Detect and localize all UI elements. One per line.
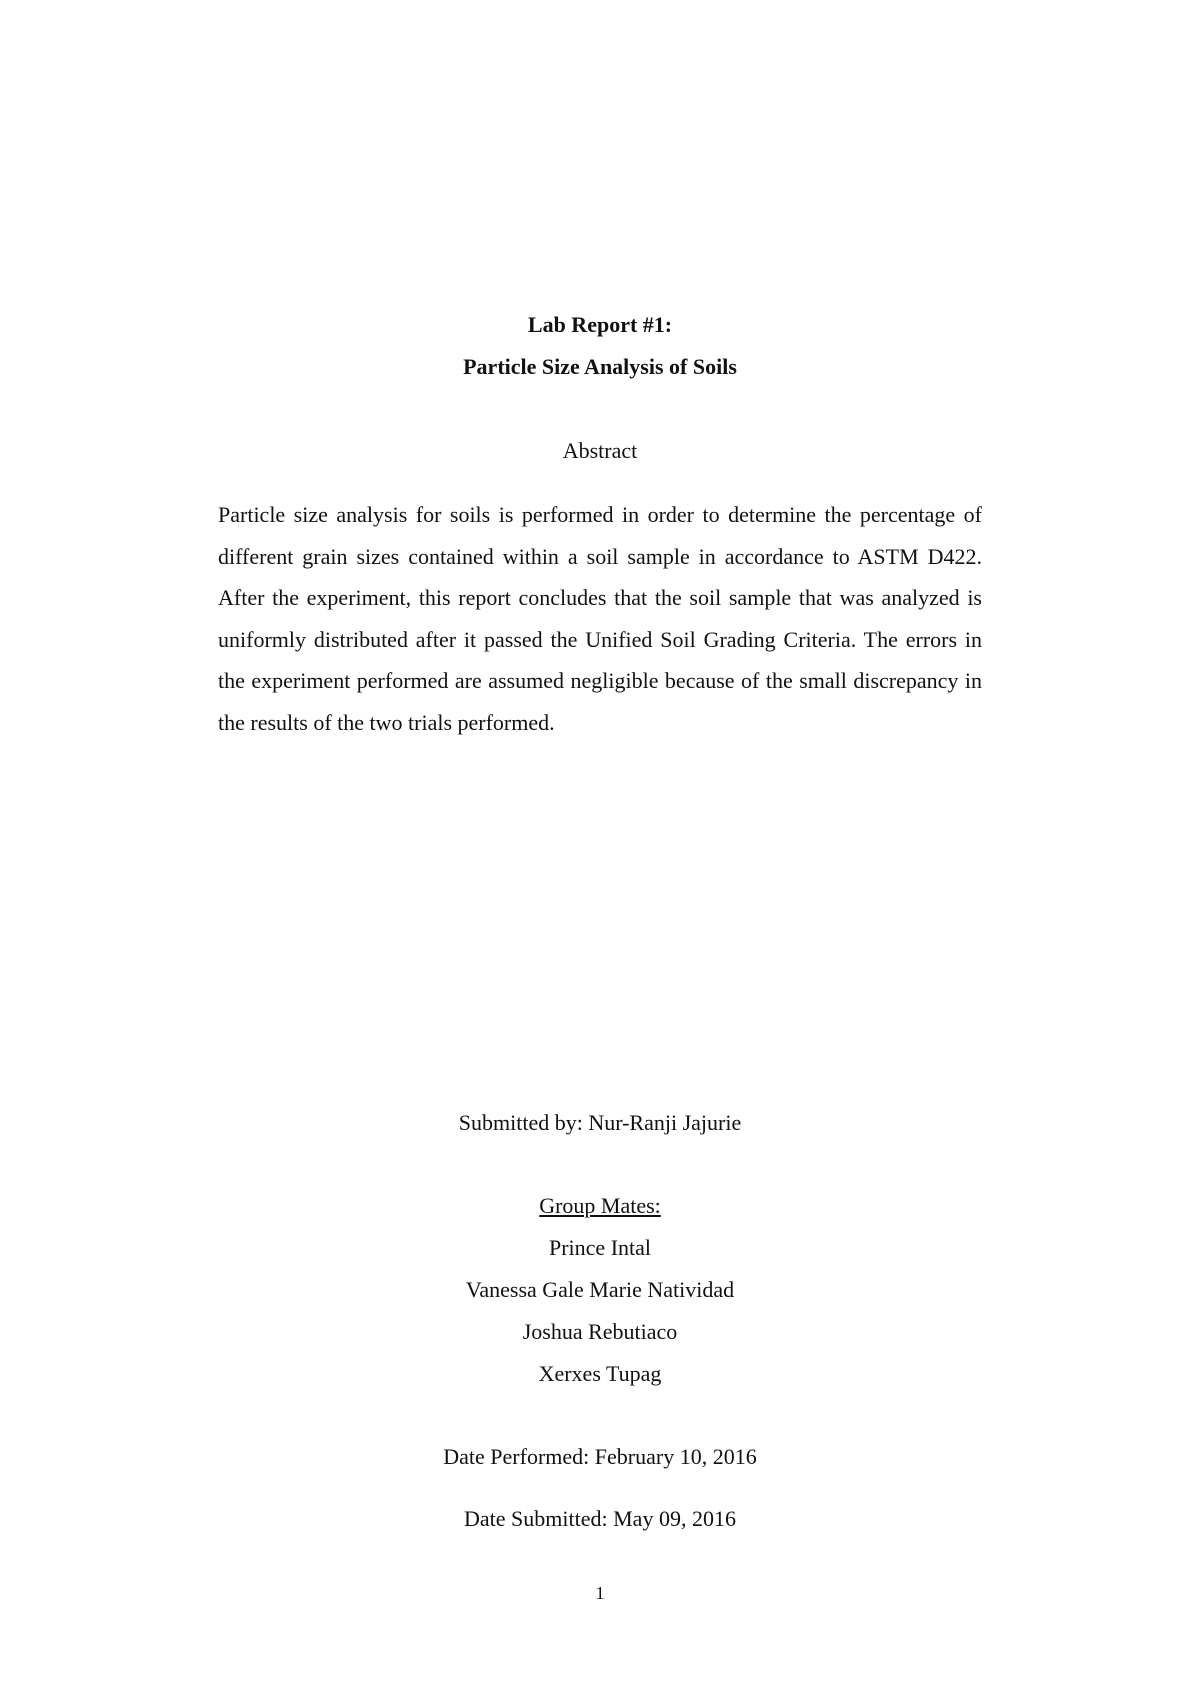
date-performed: Date Performed: February 10, 2016 xyxy=(443,1444,757,1469)
group-mates-heading: Group Mates: xyxy=(539,1193,661,1218)
page-number: 1 xyxy=(595,1583,605,1603)
group-mate-name: Vanessa Gale Marie Natividad xyxy=(465,1277,735,1302)
group-mate-name: Prince Intal xyxy=(548,1235,652,1260)
report-title: Lab Report #1: xyxy=(527,312,673,337)
submitted-by: Submitted by: Nur-Ranji Jajurie xyxy=(458,1110,742,1135)
report-subtitle: Particle Size Analysis of Soils xyxy=(463,354,737,379)
date-submitted: Date Submitted: May 09, 2016 xyxy=(464,1506,736,1531)
abstract-heading: Abstract xyxy=(562,438,638,463)
group-mate-name: Joshua Rebutiaco xyxy=(522,1319,678,1344)
abstract-body: Particle size analysis for soils is performed in order to determine the percentage of different grain sizes contained within a soil sample in accordance to ASTM D422. After the experiment, this report concludes that the soil sample that was analyzed is uniformly distributed after it passed the Unified Soil Grading Criteria. The errors in the experiment performed are assumed negligible because of the small discrepancy in the results of the two trials performed. xyxy=(218,502,982,735)
group-mate-name: Xerxes Tupag xyxy=(538,1361,662,1386)
